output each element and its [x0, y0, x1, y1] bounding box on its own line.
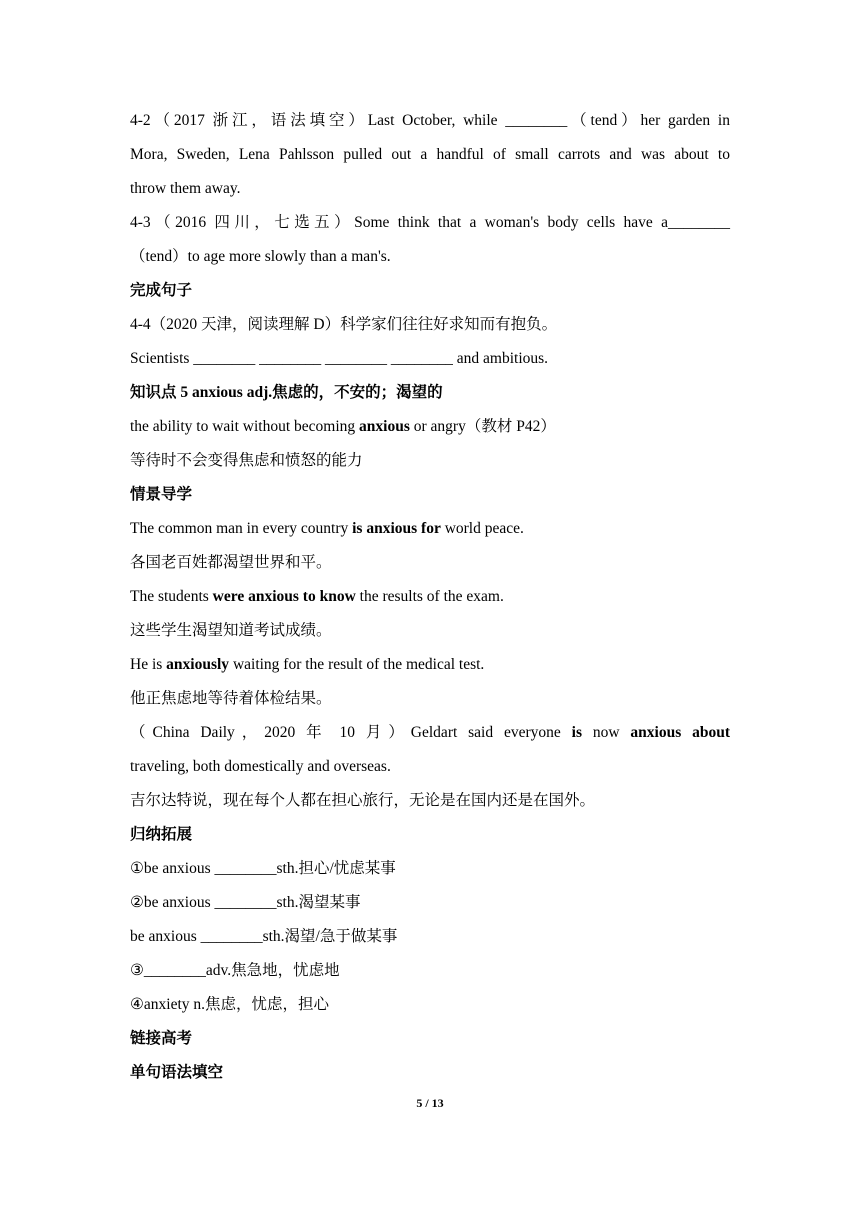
- sentence-text: or angry（教材 P42）: [409, 418, 556, 435]
- highlighted-phrase: anxiously: [166, 656, 230, 673]
- text-line: 各国老百姓都渴望世界和平。: [130, 554, 332, 571]
- text-line: be anxious ________sth.渴望/急于做某事: [130, 928, 398, 945]
- text-line: throw them away.: [130, 180, 241, 197]
- text-line: 等待时不会变得焦虑和愤怒的能力: [130, 452, 363, 469]
- sentence-text: waiting for the result of the medical test.: [229, 656, 485, 673]
- text-line: traveling, both domestically and overseas.: [130, 758, 391, 775]
- section-heading: 情景导学: [130, 486, 193, 503]
- sentence-text: The common man in every country: [130, 520, 353, 537]
- sentence-text: （China Daily，2020 年 10 月）Geldart said everyone: [130, 724, 572, 741]
- text-line: ④anxiety n.焦虑，忧虑，担心: [130, 996, 330, 1013]
- sentence-text: The students: [130, 588, 213, 605]
- example-sentence: [130, 716, 730, 750]
- section-heading: 知识点 5 anxious adj.焦虑的，不安的；渴望的: [130, 384, 443, 401]
- highlighted-phrase: anxious: [359, 418, 410, 435]
- highlighted-phrase: anxious about: [630, 724, 730, 741]
- text-line: 4-3（2016 四川，七选五）Some think that a woman's body cells have a________: [130, 214, 730, 231]
- example-sentence: [130, 580, 730, 614]
- sentence-text: He is: [130, 656, 167, 673]
- text-line: 4-2（2017 浙江，语法填空）Last October, while ________（tend）her garden in: [130, 112, 730, 129]
- example-sentence: [130, 512, 730, 546]
- sentence-text: world peace.: [440, 520, 524, 537]
- text-line: Scientists ________ ________ ________ ________ and ambitious.: [130, 350, 549, 367]
- section-heading: 单句语法填空: [130, 1064, 224, 1081]
- section-heading: 链接高考: [130, 1030, 193, 1047]
- page-body: [130, 104, 730, 1090]
- text-line: Mora, Sweden, Lena Pahlsson pulled out a handful of small carrots and was about to: [130, 146, 730, 163]
- text-line: ②be anxious ________sth.渴望某事: [130, 894, 361, 911]
- text-line: （tend）to age more slowly than a man's.: [130, 248, 391, 265]
- sentence-text: now: [581, 724, 631, 741]
- text-line: ①be anxious ________sth.担心/忧虑某事: [130, 860, 396, 877]
- highlighted-phrase: is anxious for: [352, 520, 441, 537]
- section-heading: 完成句子: [130, 282, 193, 299]
- highlighted-phrase: is: [571, 724, 582, 741]
- sentence-text: the ability to wait without becoming: [130, 418, 360, 435]
- sentence-text: the results of the exam.: [355, 588, 504, 605]
- text-line: 这些学生渴望知道考试成绩。: [130, 622, 332, 639]
- text-line: 他正焦虑地等待着体检结果。: [130, 690, 332, 707]
- text-line: 4-4（2020 天津，阅读理解 D）科学家们往往好求知而有抱负。: [130, 316, 558, 333]
- highlighted-phrase: were anxious to know: [212, 588, 356, 605]
- text-line: ③________adv.焦急地，忧虑地: [130, 962, 340, 979]
- section-heading: 归纳拓展: [130, 826, 193, 843]
- page-number: 5 / 13: [416, 1096, 444, 1110]
- text-line: 吉尔达特说，现在每个人都在担心旅行，无论是在国内还是在国外。: [130, 792, 596, 809]
- example-sentence: [130, 410, 730, 444]
- example-sentence: [130, 648, 730, 682]
